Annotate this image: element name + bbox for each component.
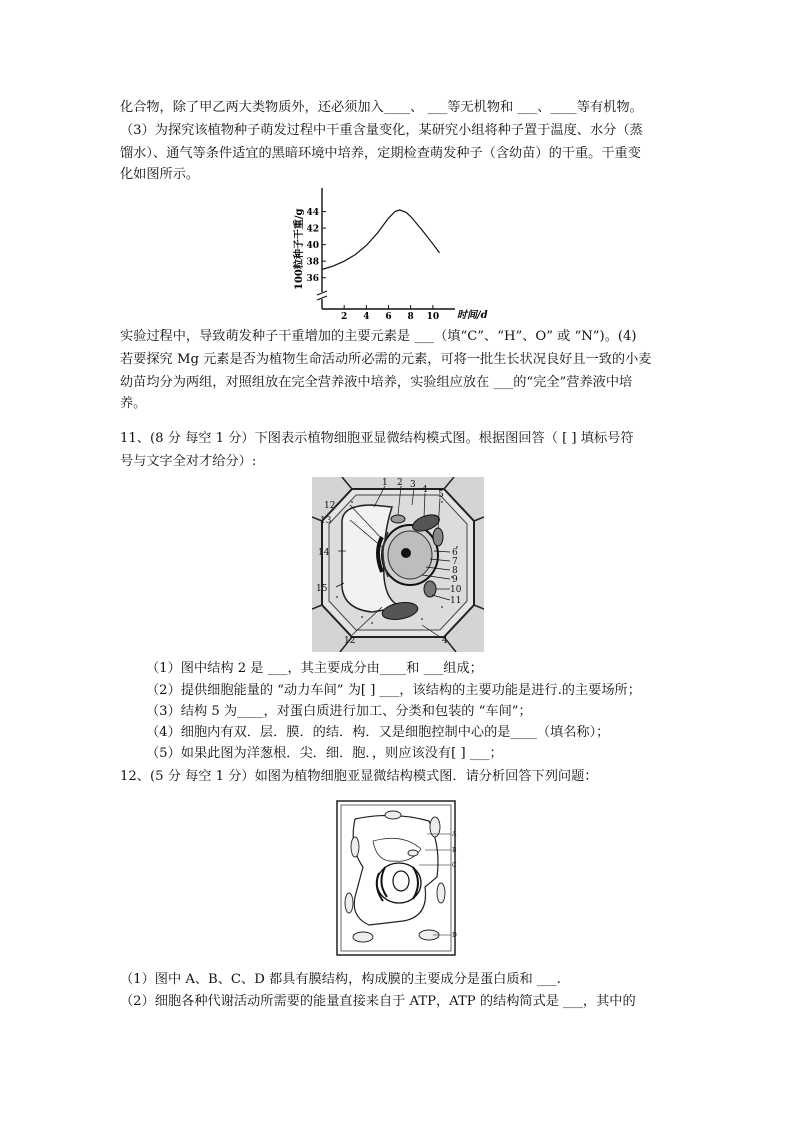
question-12-heading: 12、(5 分 每空 1 分）如图为植物细胞亚显微结构模式图．请分析回答下列问题：	[120, 769, 598, 784]
question-12-item-2: （2）细胞各种代谢活动所需要的能量直接来自于 ATP，ATP 的结构简式是 ___，其中的	[120, 994, 636, 1009]
dry-weight-chart	[285, 183, 505, 328]
text-line: 化合物，除了甲乙两大类物质外，还必须加入____、 ___等无机物和 ___、____等有机物。	[120, 100, 643, 115]
text-line: 馏水）、通气等条件适宜的黑暗环境中培养，定期检查萌发种子（含幼苗）的干重。干重变	[120, 146, 641, 161]
diagram-label: 9	[452, 575, 458, 585]
diagram-label: 5	[438, 490, 444, 500]
chart-x-tick-label: 10	[426, 312, 440, 322]
text-line: 若要探究 Mg 元素是否为植物生命活动所必需的元素，可将一批生长状况良好且一致的小麦	[120, 352, 652, 367]
question-11-item-2: （2）提供细胞能量的 “动力车间” 为[ ] ___，该结构的主要功能是进行.的主要场所；	[146, 683, 641, 698]
chart-x-tick-label: 6	[385, 312, 392, 322]
chart-x-tick-label: 4	[363, 312, 370, 322]
chart-axis-break	[317, 291, 327, 300]
plant-cell-diagram-11	[312, 477, 484, 652]
diagram-label: 13	[320, 516, 332, 526]
diagram-label: 12	[324, 501, 336, 511]
diagram-label: 12	[344, 636, 356, 646]
diagram-label: 3	[410, 480, 416, 490]
text-line: 号与文字全对才给分）:	[120, 454, 257, 469]
chart-x-tick-label: 8	[407, 312, 414, 322]
question-11-item-5: （5）如果此图为洋葱根．尖．细．胞．，则应该没有[ ] ___；	[146, 746, 503, 761]
diagram-label: 7	[452, 557, 458, 567]
question-11-heading: 11、(8 分 每空 1 分）下图表示植物细胞亚显微结构模式图。根据图回答（ [ ] 填标号符	[120, 431, 634, 446]
diagram-label: 14	[318, 548, 330, 558]
chart-y-tick-label: 40	[306, 241, 319, 252]
text-line: 幼苗均分为两组，对照组放在完全营养液中培养，实验组应放在 ___的“完全”营养液中培	[120, 375, 633, 390]
chart-x-label: 时间/d	[457, 310, 488, 321]
chart-y-tick-label: 36	[306, 274, 319, 285]
text-line: 实验过程中，导致萌发种子干重增加的主要元素是 ___（填“C”、“H”、O” 或 “N”)。(4)	[120, 329, 637, 344]
diagram-label: A	[452, 831, 457, 838]
diagram-label: 10	[450, 585, 462, 595]
text-line: 养。	[120, 396, 147, 411]
plant-cell-diagram-12	[333, 797, 463, 959]
chart-series-line	[322, 210, 440, 270]
diagram-label: 4	[442, 636, 448, 646]
diagram-label: B	[452, 847, 457, 854]
chart-x-tick-label: 2	[341, 312, 348, 322]
question-11-item-4: （4）细胞内有双．层．膜．的结．构．又是细胞控制中心的是____（填名称）；	[146, 725, 610, 740]
diagram-label: 2	[397, 478, 403, 488]
chart-y-tick-label: 44	[306, 208, 319, 219]
diagram-label: C	[452, 862, 457, 869]
chart-y-label: 100粒种子干重/g	[294, 208, 305, 290]
diagram-label: 8	[452, 566, 458, 576]
text-line: 化如图所示。	[120, 167, 200, 182]
diagram-label: 4	[422, 485, 428, 495]
chart-y-tick-label: 42	[306, 224, 319, 235]
diagram-label: 1	[382, 478, 388, 488]
diagram-label: 11	[450, 596, 462, 606]
diagram-label: 6	[452, 548, 458, 558]
question-11-item-1: （1）图中结构 2 是 ___，其主要成分由____和 ___组成；	[146, 661, 483, 676]
text-line: （3）为探究该植物种子萌发过程中干重含量变化，某研究小组将种子置于温度、水分（蒸	[120, 123, 643, 138]
diagram-label: 15	[316, 584, 328, 594]
question-12-item-1: （1）图中 A、B、C、D 都具有膜结构，构成膜的主要成分是蛋白质和 ___.	[120, 972, 561, 987]
diagram-label: D	[452, 932, 457, 939]
question-11-item-3: （3）结构 5 为____，对蛋白质进行加工、分类和包装的 “车间”；	[146, 704, 532, 719]
chart-y-tick-label: 38	[306, 257, 319, 268]
